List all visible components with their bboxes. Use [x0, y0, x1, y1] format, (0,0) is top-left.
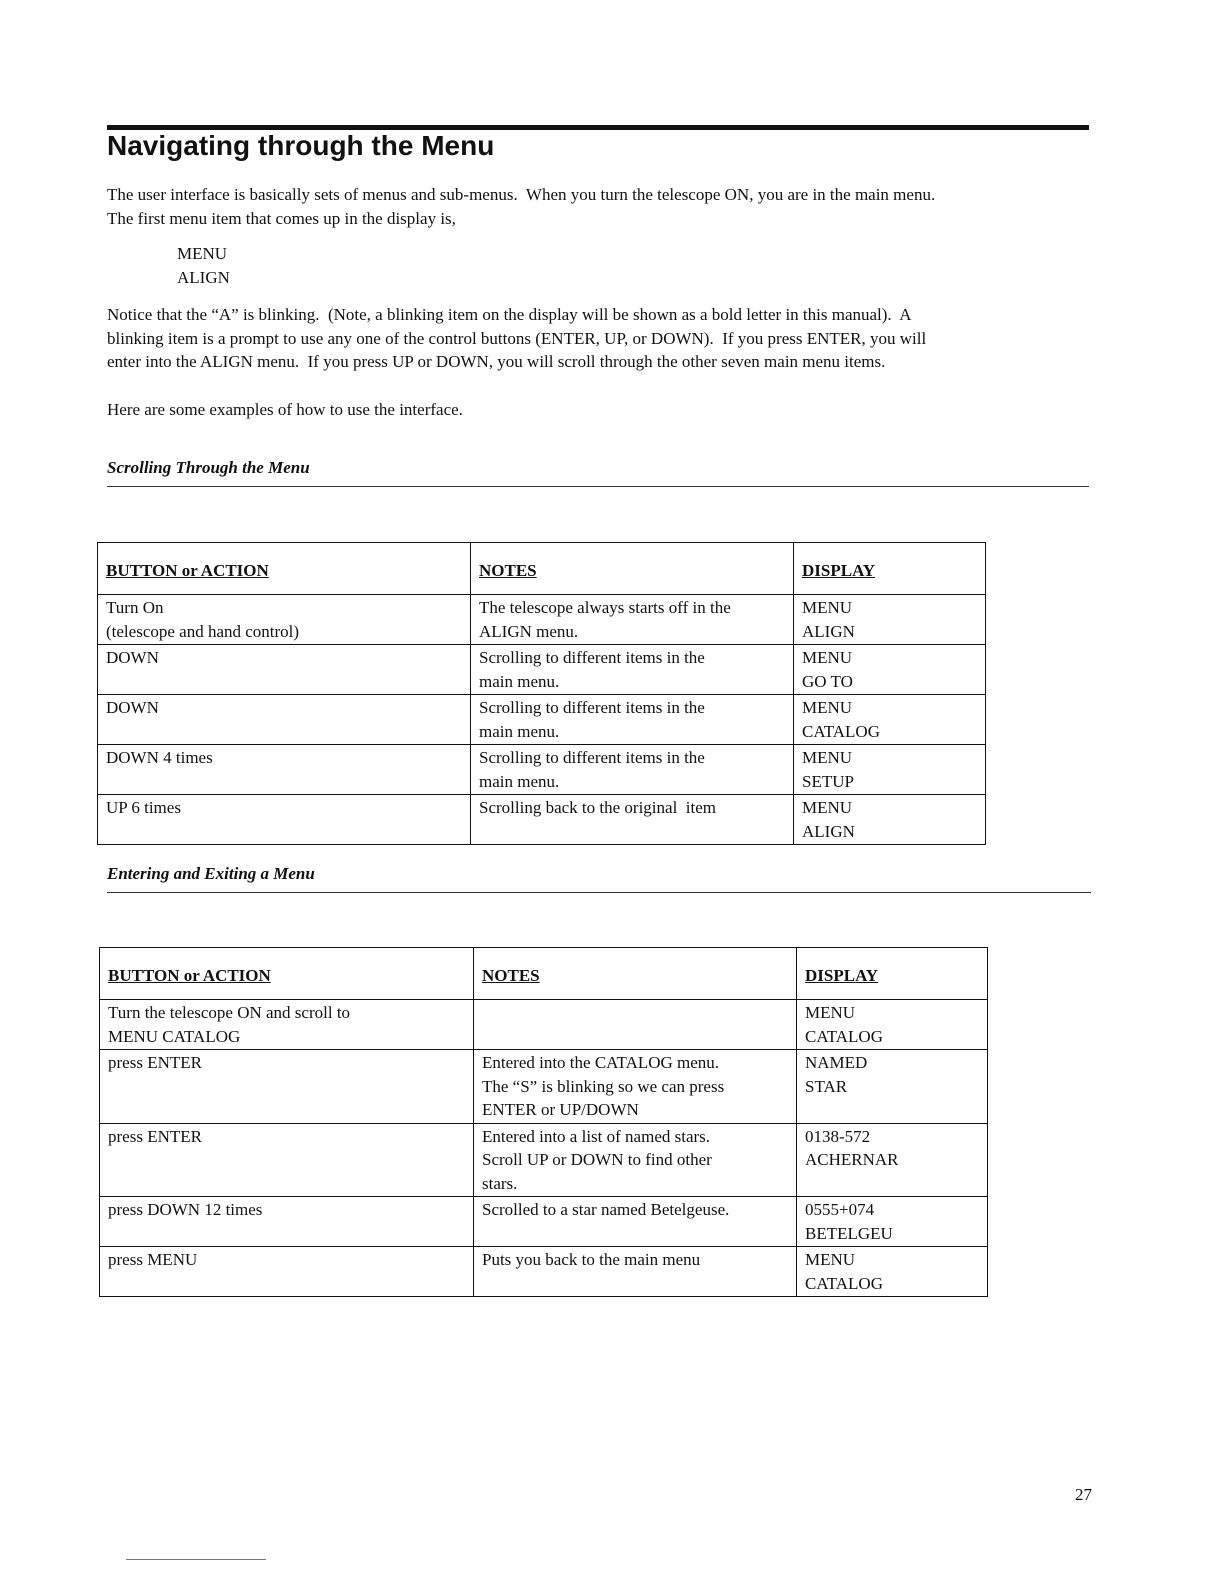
cell-line: BETELGEU: [805, 1223, 893, 1243]
page-title: Navigating through the Menu: [107, 130, 495, 161]
table-row: [98, 645, 986, 695]
entering-table: [99, 947, 988, 1297]
action-cell: [100, 1247, 474, 1297]
display-cell: [794, 695, 986, 745]
cell-line: Scrolled to a star named Betelgeuse.: [482, 1200, 730, 1219]
column-header: NOTES: [471, 543, 794, 595]
column-header: NOTES: [474, 948, 797, 1000]
display-cell: [794, 745, 986, 795]
cell-line: ALIGN: [802, 821, 855, 841]
cell-line: MENU: [802, 798, 853, 817]
cell-line: Turn the telescope ON and scroll to: [108, 1003, 351, 1022]
notes-cell: [474, 1197, 797, 1247]
text-line: Notice that the “A” is blinking. (Note, a blinking item on the display will be shown as a bold letter in this manual). A: [107, 305, 912, 324]
table-row: [100, 1123, 988, 1197]
cell-line: CATALOG: [802, 721, 880, 741]
display-cell: [794, 795, 986, 845]
notes-cell: [471, 695, 794, 745]
table-row: [98, 695, 986, 745]
cell-line: CATALOG: [805, 1273, 883, 1293]
table-header-row: [98, 543, 986, 595]
cell-line: The telescope always starts off in the: [479, 598, 731, 617]
cell-line: CATALOG: [805, 1026, 883, 1046]
display-cell: [797, 1247, 988, 1297]
action-cell: [98, 795, 471, 845]
table-row: [100, 1247, 988, 1297]
section-rule: [107, 486, 1089, 487]
notes-cell: [474, 1050, 797, 1124]
cell-line: DOWN: [106, 698, 159, 717]
notes-cell: [471, 645, 794, 695]
cell-line: Scrolling back to the original item: [479, 798, 717, 817]
section-heading-scrolling: Scrolling Through the Menu: [107, 458, 310, 477]
intro-paragraph: [107, 183, 1097, 230]
footer-rule: [126, 1559, 266, 1560]
text-line: MENU: [177, 244, 228, 263]
cell-line: Turn On: [106, 598, 164, 617]
display-cell: [797, 1197, 988, 1247]
notes-cell: [474, 1247, 797, 1297]
scrolling-table: [97, 542, 986, 845]
cell-line: MENU CATALOG: [108, 1026, 241, 1046]
notes-cell: [471, 745, 794, 795]
cell-line: NAMED: [805, 1053, 868, 1072]
cell-line: (telescope and hand control): [106, 621, 300, 641]
text-line: ALIGN: [177, 267, 230, 287]
column-header: BUTTON or ACTION: [100, 948, 474, 1000]
column-header: DISPLAY: [794, 543, 986, 595]
cell-line: SETUP: [802, 771, 854, 791]
cell-line: MENU: [802, 648, 853, 667]
column-header: DISPLAY: [797, 948, 988, 1000]
cell-line: Entered into the CATALOG menu.: [482, 1053, 720, 1072]
text-line: The user interface is basically sets of menus and sub-menus. When you turn the telescope ON, you are in the main menu.: [107, 185, 936, 204]
action-cell: [98, 695, 471, 745]
cell-line: MENU: [802, 598, 853, 617]
cell-line: main menu.: [479, 771, 560, 791]
cell-line: Scrolling to different items in the: [479, 748, 705, 767]
column-header: BUTTON or ACTION: [98, 543, 471, 595]
display-cell: [794, 645, 986, 695]
cell-line: ALIGN menu.: [479, 621, 579, 641]
notes-cell: [474, 1123, 797, 1197]
table-row: [98, 745, 986, 795]
table-row: [98, 595, 986, 645]
cell-line: STAR: [805, 1076, 848, 1096]
cell-line: main menu.: [479, 721, 560, 741]
display-cell: [797, 1123, 988, 1197]
notice-paragraph: [107, 303, 1097, 374]
examples-intro: Here are some examples of how to use the interface.: [107, 400, 463, 419]
cell-line: GO TO: [802, 671, 853, 691]
cell-line: MENU: [802, 748, 853, 767]
cell-line: ALIGN: [802, 621, 855, 641]
action-cell: [100, 1050, 474, 1124]
cell-line: DOWN 4 times: [106, 748, 213, 767]
table-row: [100, 1050, 988, 1124]
section-rule: [107, 892, 1091, 893]
cell-line: ACHERNAR: [805, 1150, 899, 1169]
action-cell: [98, 595, 471, 645]
notes-cell: [471, 595, 794, 645]
cell-line: UP 6 times: [106, 798, 181, 817]
cell-line: 0555+074: [805, 1200, 875, 1219]
action-cell: [100, 1000, 474, 1050]
action-cell: [98, 745, 471, 795]
table-row: [100, 1197, 988, 1247]
text-line: enter into the ALIGN menu. If you press UP or DOWN, you will scroll through the other seven main menu items.: [107, 352, 886, 371]
cell-line: press MENU: [108, 1250, 198, 1269]
table-row: [98, 795, 986, 845]
action-cell: [100, 1197, 474, 1247]
cell-line: Puts you back to the main menu: [482, 1250, 701, 1269]
cell-line: MENU: [805, 1250, 856, 1269]
cell-line: press ENTER: [108, 1126, 202, 1146]
section-heading-entering: Entering and Exiting a Menu: [107, 864, 315, 883]
cell-line: ENTER or UP/DOWN: [482, 1100, 639, 1119]
display-cell: [797, 1000, 988, 1050]
cell-line: MENU: [802, 698, 853, 717]
action-cell: [100, 1123, 474, 1197]
notes-cell: [471, 795, 794, 845]
cell-line: 0138-572: [805, 1126, 871, 1146]
cell-line: Scroll UP or DOWN to find other: [482, 1150, 712, 1169]
text-line: The first menu item that comes up in the display is,: [107, 208, 456, 228]
table-header-row: [100, 948, 988, 1000]
cell-line: DOWN: [106, 648, 159, 667]
cell-line: main menu.: [479, 671, 560, 691]
cell-line: Entered into a list of named stars.: [482, 1126, 711, 1146]
cell-line: press DOWN 12 times: [108, 1200, 263, 1219]
cell-line: The “S” is blinking so we can press: [482, 1076, 725, 1096]
text-line: blinking item is a prompt to use any one of the control buttons (ENTER, UP, or DOWN). If you press ENTER, you will: [107, 328, 927, 348]
notes-cell: [474, 1000, 797, 1050]
cell-line: stars.: [482, 1173, 518, 1193]
cell-line: MENU: [805, 1003, 856, 1022]
display-cell: [797, 1050, 988, 1124]
display-example: [177, 242, 230, 289]
table-row: [100, 1000, 988, 1050]
cell-line: Scrolling to different items in the: [479, 648, 705, 667]
page-number: 27: [1075, 1485, 1092, 1504]
display-cell: [794, 595, 986, 645]
action-cell: [98, 645, 471, 695]
cell-line: press ENTER: [108, 1053, 202, 1072]
cell-line: Scrolling to different items in the: [479, 698, 705, 717]
